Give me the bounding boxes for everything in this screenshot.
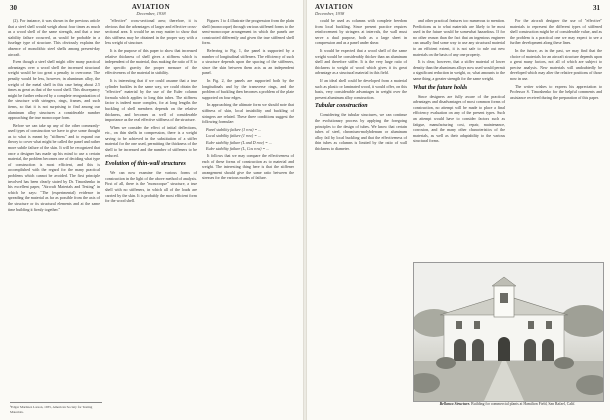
text-column-2	[413, 18, 505, 258]
building-photograph	[413, 262, 604, 402]
section-heading: Evolution of thin-wall structures	[105, 161, 186, 168]
photo-caption	[413, 402, 602, 407]
text-column-1	[8, 18, 100, 214]
equation: Euler stability failure (L and D row) = ...	[206, 139, 272, 145]
section-heading: What the future holds	[413, 84, 468, 91]
masthead-date: December, 1938	[136, 11, 166, 16]
paragraph: If an ideal shell could be developed from a material such as plastic or laminated wood, it would offer, on this basis, very considerable advantages in weight over the present aluminum alloy construction.	[315, 77, 407, 100]
paragraph: In the future, as in the past, we may find that the choice of materials for an aircraft structure depends upon a great many factors, not all of which are subject to precise analysis. New materials will undoubtedly be developed which may alter the relative positions of those now in use.	[510, 47, 602, 81]
paragraph: It would be expected that a wood shell of the same weight would be considerably thicker than an aluminum shell and therefore stiffer. It is the very large ratio of thickness to weight of wood which gives it its great advantage as a structural material in this field.	[315, 47, 407, 76]
paragraph: In approaching the ultimate form we should note that stiffness of skin, local instability and buckling of stringers are related. These three conditions suggest the following formulae:	[202, 102, 294, 125]
paragraph: It is the purpose of this paper to show that increased relative thickness of shell gives a stiffness which is independent of the material, thus making the ratio of E to the specific gravity the proper measure of the effectiveness of the material in stability.	[105, 47, 197, 76]
paragraph: Before we can take up any of the other commonly-used types of construction we have to give some thought as to what is meant by "stiffness" and to expand our theory to cover what might be called the panel and rather more subtle failure of the skin. It will be recognized that once a designer has made up his mind to use a certain material, the problem becomes one of deciding what type of construction is most efficient, and this is accomplished with the regard for the many practical problems which cannot be avoided. The first principle involved has been clearly stated by Dr. Timoshenko in his excellent paper, "Aircraft Materials and Testing" in which he says: "The (experimental) evidence in spreading the material as far as possible from the axis of the structure or its structural elements and at the same time building it firmly together."	[8, 122, 100, 212]
left-page	[0, 0, 303, 420]
masthead-date: December, 1938	[315, 11, 345, 16]
text-column-1	[315, 18, 407, 413]
paragraph: could be used as columns with complete freedom from local buckling. Since present practice requires reinforcement by stringers at intervals, the wall must serve a dual purpose, both as a large sheet in compression and as a panel under shear.	[315, 18, 407, 46]
masthead	[315, 3, 405, 16]
caption-title: Bellanca Structure.	[439, 402, 471, 406]
section-heading: Tubular construction	[315, 103, 368, 110]
paragraph: (2). For instance, it was shown in the previous article that a steel shell would weigh about four times as much as a wood shell of the same strength, and that a true stability failure occurred, as would be probable in a fuselage type of structure. This obviously explains the absence of monolithic steel shells among present-day aircraft.	[8, 18, 100, 57]
paragraph: We can now examine the various forms of construction in the light of the above method of analysis. First of all, there is the "monocoque" structure, a true shell with no stiffeners, in which all of the loads are carried by the skin. It is probably the most efficient form for the wood shell.	[105, 170, 197, 204]
text-column-2	[105, 18, 197, 206]
paragraph: Referring to Fig. 1, the panel is supported by a number of longitudinal stiffeners. The efficiency of such a structure depends upon the spacing of the stiffeners, since the skin between them acts as an independent panel.	[202, 47, 294, 76]
paragraph: It follows that we may compare the effectiveness of each of these forms of construction as to material and weight. The interesting thing here is that the stiffener arrangement should give the same ratio between the stresses for the various modes of failure.	[202, 153, 294, 181]
right-page	[307, 0, 610, 420]
paragraph: It is clear, however, that a stiffer material of lower density than the aluminum alloys now used would permit a significant reduction in weight, or, what amounts to the same thing, a greater strength for the same weight.	[413, 59, 505, 81]
footnote: ¹Edgar Martinez Larson, 1935, American Society for Testing Materials.	[10, 402, 102, 414]
paragraph: In Fig. 2, the panels are supported both by the longitudinals and by the transverse rings, and the problem of buckling then becomes a problem of the plate supported on four edges.	[202, 77, 294, 100]
equation: Panel stability failure (1 row) = ...	[206, 126, 262, 132]
paragraph: Since designers are fully aware of the practical advantages and disadvantages of most common forms of construction, no attempt will be made to place a final efficiency evaluation on any of the present types. Such an attempt would have to consider factors such as fatigue, manufacturing cost, repair, maintenance, corrosion, and the many other characteristics of the materials, as well as their adaptability to the various structural forms.	[413, 93, 505, 144]
text-column-3	[202, 18, 294, 183]
caption-text: Building for commercial plants at Hamilton Field, San Rafael, Calif.	[471, 402, 576, 406]
paragraph: For the aircraft designer the use of "effective" materials to represent the different types of stiffened shell construction might be of considerable value, and as the problem is a practical one we may expect to see a further development along these lines.	[510, 18, 602, 46]
paragraph: When we consider the effect of initial deflections, etc., on thin shells in compression, there is a weight saving to be achieved in the substitution of a stiffer material for the one used, permitting the thickness of the shell to be increased and the number of stiffeners to be reduced.	[105, 124, 197, 158]
paragraph: It is interesting that if we could assume that a true cylinder buckles in the same way, we could obtain the "effective" material by the use of the Euler column formula which applies to long thin tubes. The stiffness factor is indeed more complex, for at long lengths the buckling of shell members depends on the relative thickness, and becomes as well of considerable importance as the real effective stiffness of the structure.	[105, 77, 197, 123]
page-number: 30	[10, 4, 17, 12]
equation: Local stability failure (1 row) = ...	[206, 133, 261, 139]
page-number: 31	[593, 4, 600, 12]
paragraph: The writer wishes to express his appreciation to Professor S. Timoshenko for the helpful comments and assistance received during the preparation of this paper.	[510, 83, 602, 100]
masthead-title: AVIATION	[315, 3, 354, 11]
masthead	[101, 3, 201, 16]
masthead-title: AVIATION	[131, 3, 171, 11]
paragraph: Considering the tubular structures, we can continue the evolutionary process by applying the foregoing principles to the design of tubes. We know that certain tubes of steel, chromium-molybdenum or aluminum alloy fail by local buckling and that the effectiveness of thin tubes as columns is limited by the ratio of wall thickness to diameter.	[315, 112, 407, 151]
equation: Euler stability failure (L, Cos row) = ...	[206, 146, 270, 152]
paragraph: and other practical features too numerous to mention. Predictions as to what materials are likely to be most used in the future would be somewhat hazardous. If for no other reason than the fact that an ingenious engineer can usually find some way to use any structural material to an efficient extent, it is not safe to rule out new materials on the basis of any one property.	[413, 18, 505, 57]
paragraph: Figures 1 to 4 illustrate the progression from the plain shell (monocoque) through various stiffened forms to the semi-monocoque arrangement in which the panels are constructed differently and given the true stiffened shell form.	[202, 18, 294, 46]
building-illustration	[414, 263, 603, 401]
paragraph: Even though a steel shell might offer many practical advantages over a wood shell the increased structural weight would be too great a penalty to overcome. The penalty would be less, however, in aluminum alloy, the weight of the metal shell in this case being about 2.5 times as great as that of the wood shell. This discrepancy might be further reduced by a complete reorganization of the structure with stringers, rings, frames, and such items, so that it is not surprising to find among our aluminum alloy structures a considerable number approaching the true monocoque form.	[8, 59, 100, 121]
paragraph: "effective" cross-sectional area; therefore, it is obvious that the advantages of larger and effective cross-sectional area. It would be an easy matter to show that this stiffness may be obtained in the proper way with a less weight of structure.	[105, 18, 197, 46]
text-column-3	[510, 18, 602, 258]
